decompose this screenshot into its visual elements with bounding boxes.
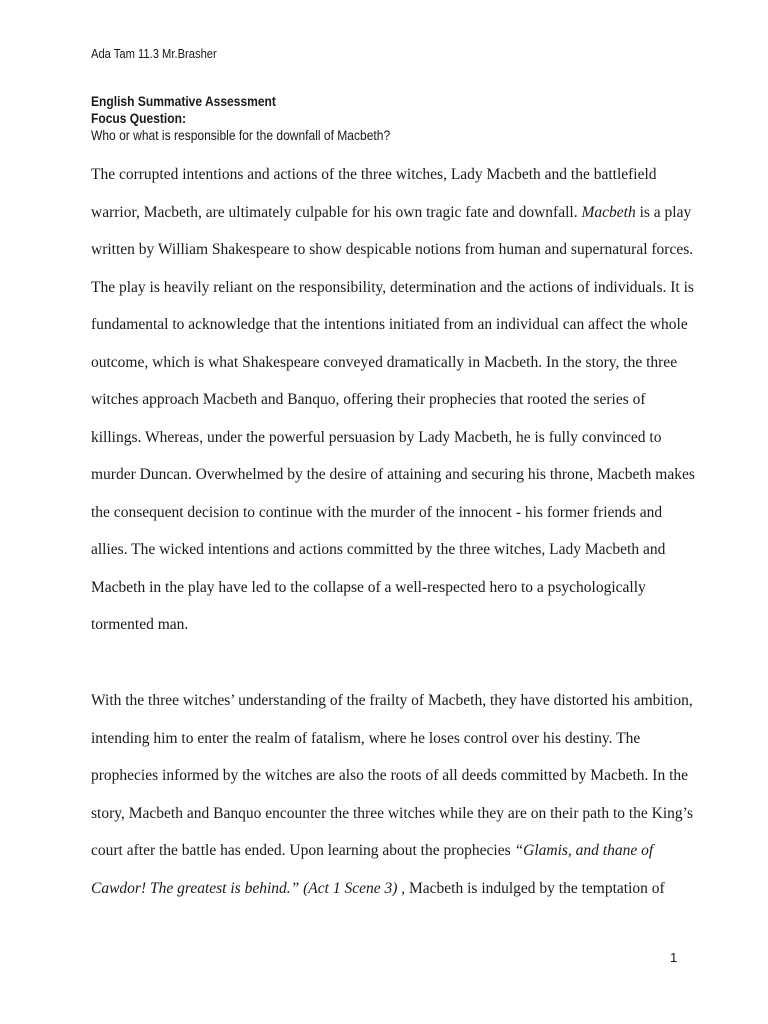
- paragraph-line: killings. Whereas, under the powerful persuasion by Lady Macbeth, he is fully convinced to: [91, 428, 662, 446]
- paragraph-line: With the three witches’ understanding of the frailty of Macbeth, they have distorted his ambition,: [91, 692, 693, 709]
- paragraph-line: [91, 870, 681, 908]
- page-number: 1: [670, 950, 678, 965]
- paragraph-line: allies. The wicked intentions and actions committed by the three witches, Lady Macbeth and: [91, 541, 666, 558]
- paragraph-line: murder Duncan. Overwhelmed by the desire of attaining and securing his throne, Macbeth makes: [91, 466, 695, 483]
- paragraph-text: is a play: [639, 203, 692, 221]
- paragraph-line: tormented man.: [91, 616, 189, 633]
- paragraph-1: [91, 156, 695, 644]
- paragraph-line: outcome, which is what Shakespeare conveyed dramatically in Macbeth. In the story, the three: [91, 353, 678, 371]
- paragraph-line: witches approach Macbeth and Banquo, offering their prophecies that rooted the series of: [91, 391, 646, 408]
- paragraph-line: The corrupted intentions and actions of the three witches, Lady Macbeth and the battlefield: [91, 166, 657, 183]
- italic-quote: “Glamis, and thane of: [514, 842, 654, 859]
- paragraph-line: [91, 194, 692, 232]
- assessment-title: English Summative Assessment: [91, 93, 276, 109]
- paragraph-line: Macbeth in the play have led to the collapse of a well-respected hero to a psychologically: [91, 578, 646, 596]
- paragraph-line: the consequent decision to continue with the murder of the innocent - his former friends and: [91, 503, 663, 521]
- author-header: Ada Tam 11.3 Mr.Brasher: [91, 46, 217, 61]
- paragraph-line: written by William Shakespeare to show despicable notions from human and supernatural forces.: [91, 241, 694, 258]
- paragraph-line: intending him to enter the realm of fatalism, where he loses control over his destiny. The: [91, 729, 641, 747]
- italic-quote: Cawdor! The greatest is behind.” (Act 1 Scene 3): [91, 879, 398, 897]
- paragraph-text: , Macbeth is indulged by the temptation of: [401, 879, 665, 897]
- paragraph-line: story, Macbeth and Banquo encounter the three witches while they are on their path to the King’s: [91, 804, 694, 822]
- paragraph-line: The play is heavily reliant on the responsibility, determination and the actions of individuals. It is: [91, 278, 694, 296]
- focus-question-text: Who or what is responsible for the downfall of Macbeth?: [91, 127, 391, 143]
- paragraph-text: warrior, Macbeth, are ultimately culpable for his own tragic fate and downfall.: [91, 203, 578, 221]
- paragraph-line: prophecies informed by the witches are also the roots of all deeds committed by Macbeth. In the: [91, 767, 688, 784]
- focus-question-label: Focus Question:: [91, 110, 186, 126]
- assessment-heading: [91, 93, 390, 144]
- paragraph-text: court after the battle has ended. Upon learning about the prophecies: [91, 842, 511, 859]
- paragraph-line: fundamental to acknowledge that the intentions initiated from an individual can affect the whole: [91, 316, 688, 333]
- italic-play-title: Macbeth: [581, 203, 636, 221]
- paragraph-2: [91, 682, 694, 907]
- paragraph-line: [91, 832, 681, 870]
